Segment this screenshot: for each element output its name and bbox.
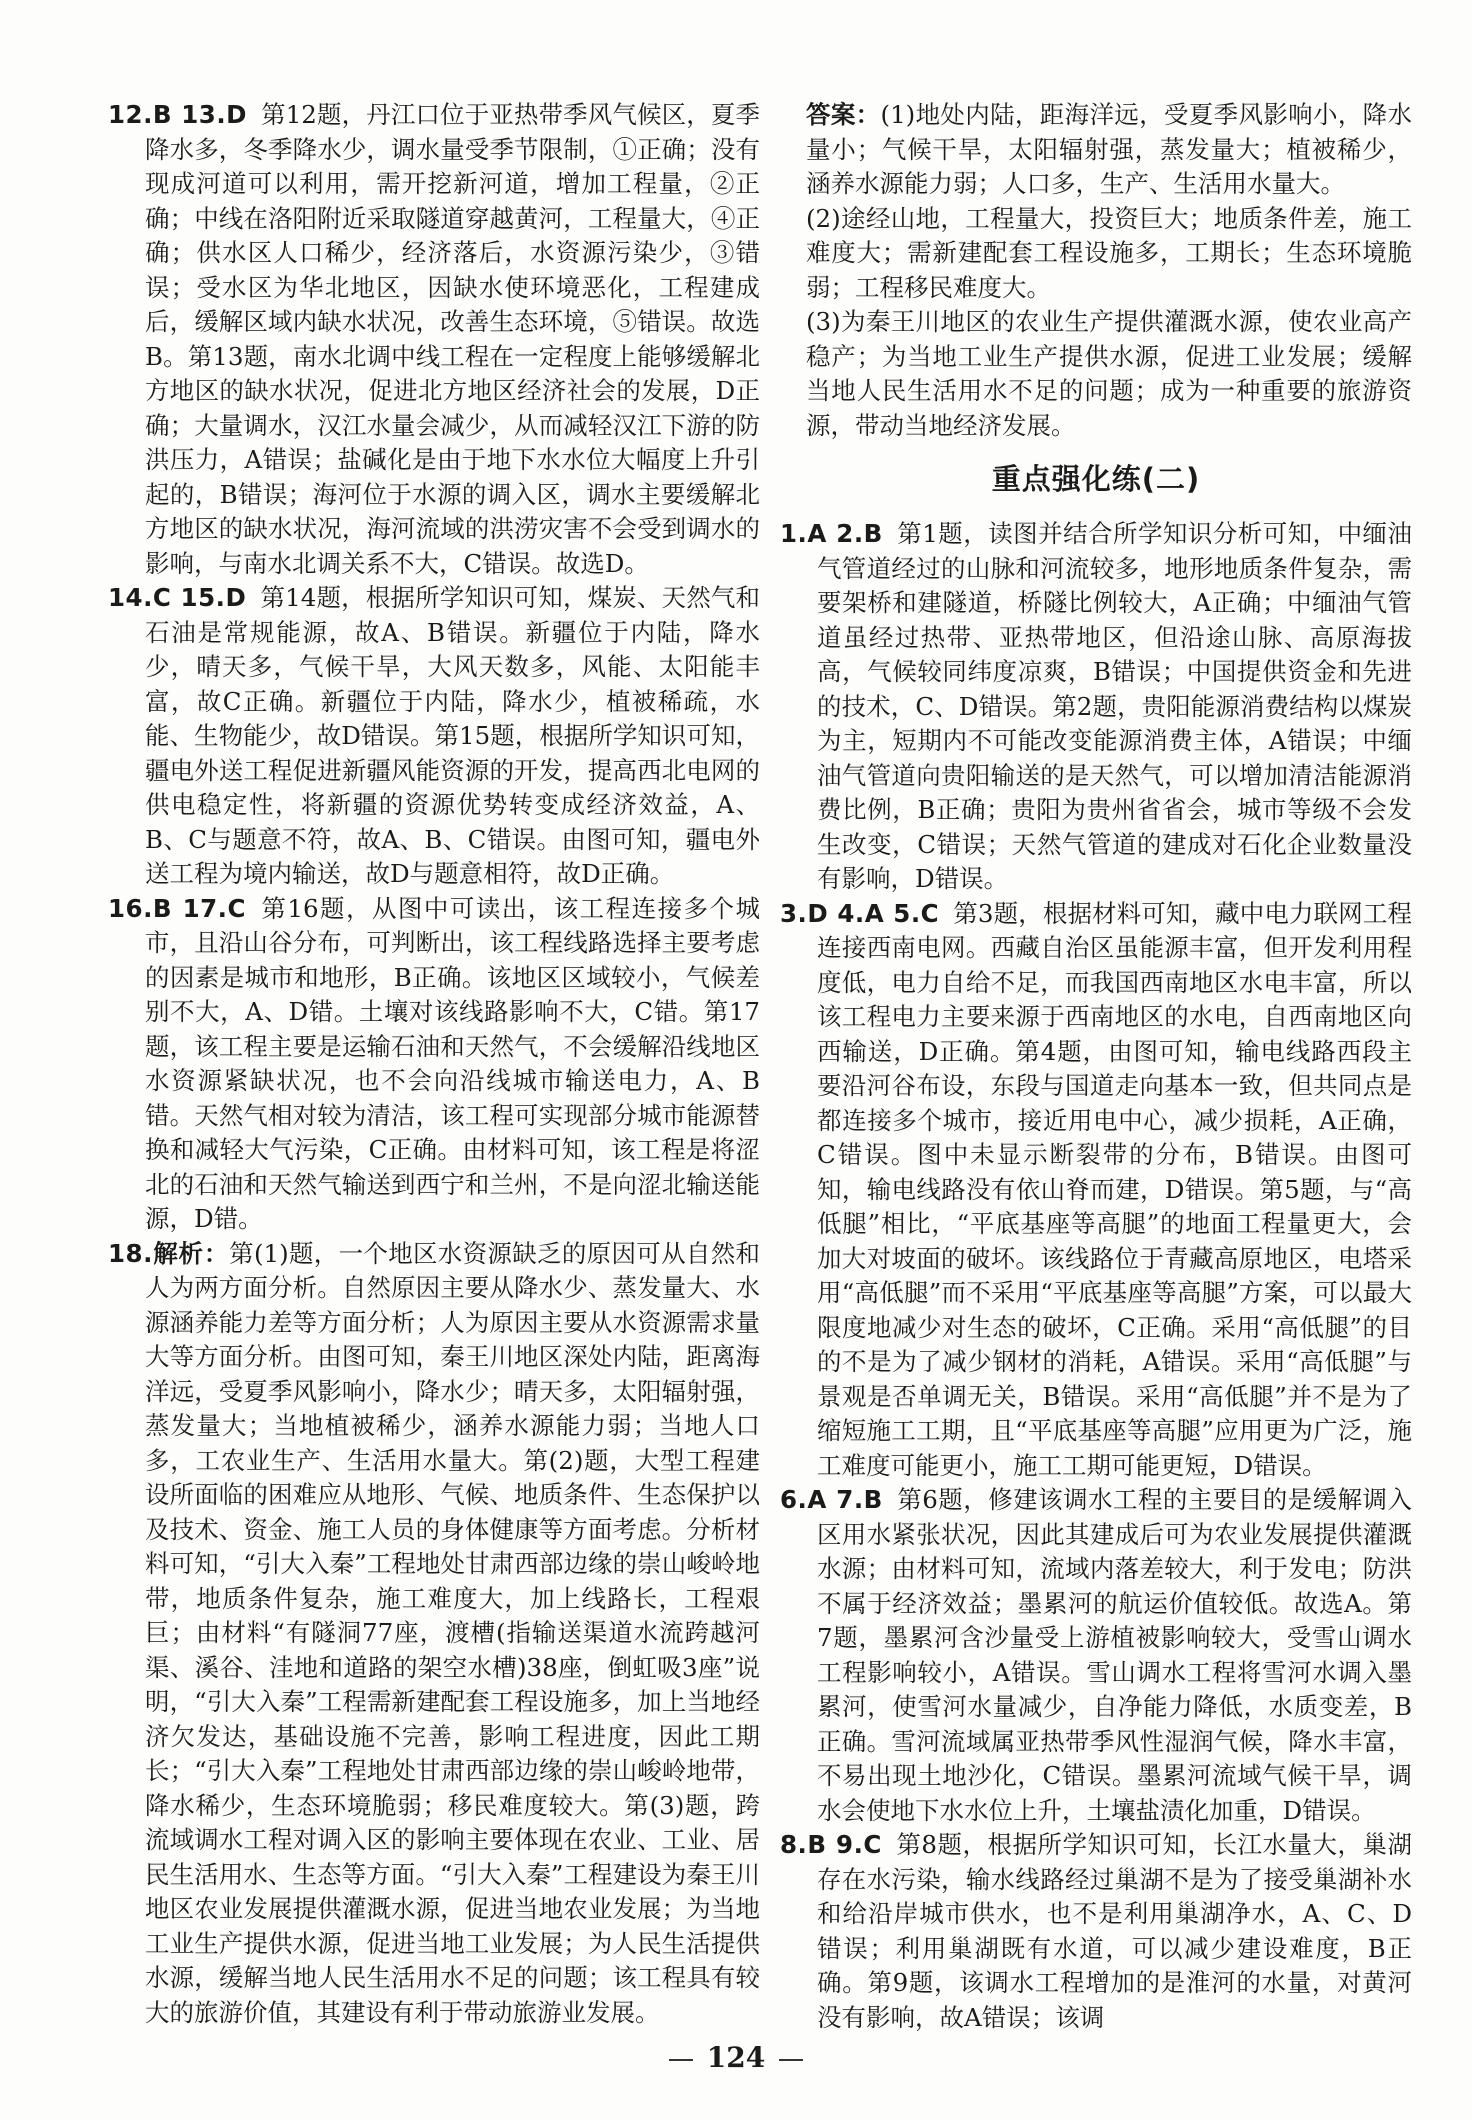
answer-block xyxy=(780,98,1412,443)
right-column xyxy=(780,98,1412,2035)
answer-item xyxy=(780,517,1412,897)
page-number-value: 124 xyxy=(706,2041,766,2074)
section-title: 重点强化练(二) xyxy=(991,462,1201,496)
question-numbers: 8.B 9.C xyxy=(780,1830,882,1859)
answer-item xyxy=(780,1483,1412,1828)
explanation-text: 第6题，修建该调水工程的主要目的是缓解调入区用水紧张状况，因此其建成后可为农业发展提供灌溉水源；由材料可知，流域内落差较大，利于发电；防洪不属于经济效益；墨累河的航运价值较低。故选A。第7题，墨累河含沙量受上游植被影响较大，受雪山调水工程影响较小，A错误。雪山调水工程将雪河水调入墨累河，使雪河水量减少，自净能力降低，水质变差，B正确。雪河流域属亚热带季风性湿润气候，降水丰富，不易出现土地沙化，C错误。墨累河流域气候干旱，调水会使地下水水位上升，土壤盐渍化加重，D错误。 xyxy=(817,1485,1413,1825)
explanation-text: 第1题，读图并结合所学知识分析可知，中缅油气管道经过的山脉和河流较多，地形地质条件复杂，需要架桥和建隧道，桥隧比例较大，A正确；中缅油气管道虽经过热带、亚热带地区，但沿途山脉、高原海拔高，气候较同纬度凉爽，B错误；中国提供资金和先进的技术，C、D错误。第2题，贵阳能源消费结构以煤炭为主，短期内不可能改变能源消费主体，A错误；中缅油气管道向贵阳输送的是天然气，可以增加清洁能源消费比例，B正确；贵阳为贵州省省会，城市等级不会发生改变，C错误；天然气管道的建成对石化企业数量没有影响，D错误。 xyxy=(817,519,1413,893)
explanation-text: 第16题，从图中可读出，该工程连接多个城市，且沿山谷分布，可判断出，该工程线路选择主要考虑的因素是城市和地形，B正确。该地区区域较小，气候差别不大，A、D错。土壤对该线路影响不大，C错。第17题，该工程主要是运输石油和天然气，不会缓解沿线地区水资源紧缺状况，也不会向沿线城市输送电力，A、B错。天然气相对较为清洁，该工程可实现部分城市能源替换和减轻大气污染，C正确。由材料可知，该工程是将涩北的石油和天然气输送到西宁和兰州，不是向涩北输送能源，D错。 xyxy=(145,893,760,1233)
answer-item xyxy=(780,897,1412,1484)
question-numbers: 18.解析： xyxy=(108,1238,230,1268)
answer-item xyxy=(108,1237,760,2031)
question-numbers: 6.A 7.B xyxy=(780,1485,883,1514)
explanation-text: 第(1)题，一个地区水资源缺乏的原因可从自然和人为两方面分析。自然原因主要从降水少、蒸发量大、水源涵养能力差等方面分析；人为原因主要从水资源需求量大等方面分析。由图可知，秦王川地区深处内陆，距离海洋远，受夏季风影响小，降水少；晴天多，太阳辐射强，蒸发量大；当地植被稀少，涵养水源能力弱；当地人口多，工农业生产、生活用水量大。第(2)题，大型工程建设所面临的困难应从地形、气候、地质条件、生态保护以及技术、资金、施工人员的身体健康等方面考虑。分析材料可知，“引大入秦”工程地处甘肃西部边缘的崇山峻岭地带，地质条件复杂，施工难度大，加上线路长，工程艰巨；由材料“有隧洞77座，渡槽(指输送渠道水流跨越河渠、溪谷、洼地和道路的架空水槽)38座，倒虹吸3座”说明，“引大入秦”工程需新建配套工程设施多，加上当地经济欠发达，基础设施不完善，影响工程进度，因此工期长；“引大入秦”工程地处甘肃西部边缘的崇山峻岭地带，降水稀少，生态环境脆弱；移民难度较大。第(3)题，跨流域调水工程对调入区的影响主要体现在农业、工业、居民生活用水、生态等方面。“引大入秦”工程建设为秦王川地区农业发展提供灌溉水源，促进当地农业发展；为当地工业生产提供水源，促进当地工业发展；为人民生活提供水源，缓解当地人民生活用水不足的问题；该工程具有较大的旅游价值，其建设有利于带动旅游业发展。 xyxy=(145,1238,761,2027)
explanation-text: 第12题，丹江口位于亚热带季风气候区，夏季降水多，冬季降水少，调水量受季节限制，①正确；没有现成河道可以利用，需开挖新河道，增加工程量，②正确；中线在洛阳附近采取隧道穿越黄河，工程量大，④正确；供水区人口稀少，经济落后，水资源污染少，③错误；受水区为华北地区，因缺水使环境恶化，工程建成后，缓解区域内缺水状况，改善生态环境，⑤错误。故选B。第13题，南水北调中线工程在一定程度上能够缓解北方地区的缺水状况，促进北方地区经济社会的发展，D正确；大量调水，汉江水量会减少，从而减轻汉江下游的防洪压力，A错误；盐碱化是由于地下水水位大幅度上升引起的，B错误；海河位于水源的调入区，调水主要缓解北方地区的缺水状况，海河流域的洪涝灾害不会受到调水的影响，与南水北调关系不大，C错误。故选D。 xyxy=(145,100,760,578)
answer-text: (3)为秦王川地区的农业生产提供灌溉水源，使农业高产稳产；为当地工业生产提供水源，促进工业发展；缓解当地人民生活用水不足的问题；成为一种重要的旅游资源，带动当地经济发展。 xyxy=(806,307,1412,440)
answer-item xyxy=(108,98,760,581)
answer-text: (2)途经山地，工程量大，投资巨大；地质条件差，施工难度大；需新建配套工程设施多，工期长；生态环境脆弱；工程移民难度大。 xyxy=(806,203,1412,302)
question-numbers: 3.D 4.A 5.C xyxy=(780,898,940,928)
question-numbers: 12.B 13.D xyxy=(108,100,247,129)
question-numbers: 14.C 15.D xyxy=(108,583,247,612)
answer-paragraph xyxy=(780,202,1412,306)
answer-text: (1)地处内陆，距海洋远，受夏季风影响小，降水量小；气候干旱，太阳辐射强，蒸发量大；植被稀少，涵养水源能力弱；人口多，生产、生活用水量大。 xyxy=(806,100,1413,198)
page-number-dash-right xyxy=(779,2059,803,2061)
answer-paragraph xyxy=(780,305,1412,443)
page-number xyxy=(0,2040,1472,2076)
answer-label: 答案： xyxy=(806,100,881,129)
answer-item xyxy=(108,892,760,1237)
answer-paragraph xyxy=(780,98,1412,202)
explanation-text: 第3题，根据材料可知，藏中电力联网工程连接西南电网。西藏自治区虽能源丰富，但开发利用程度低，电力自给不足，而我国西南地区水电丰富，所以该工程电力主要来源于西南地区的水电，自西南地区向西输送，D正确。第4题，由图可知，输电线路西段主要沿河谷布设，东段与国道走向基本一致，但共同点是都连接多个城市，接近用电中心，减少损耗，A正确，C错误。图中未显示断裂带的分布，B错误。由图可知，输电线路没有依山脊而建，D错误。第5题，与“高低腿”相比，“平底基座等高腿”的地面工程量更大，会加大对坡面的破坏。该线路位于青藏高原地区，电塔采用“高低腿”而不采用“平底基座等高腿”方案，可以最大限度地减少对生态的破坏，C正确。采用“高低腿”的目的不是为了减少钢材的消耗，A错误。采用“高低腿”与景观是否单调无关，B错误。采用“高低腿”并不是为了缩短施工工期，且“平底基座等高腿”应用更为广泛，施工难度可能更小，施工工期可能更短，D错误。 xyxy=(817,898,1412,1480)
answer-item xyxy=(108,581,760,892)
answer-item xyxy=(780,1828,1412,2035)
question-numbers: 1.A 2.B xyxy=(780,519,883,548)
question-numbers: 16.B 17.C xyxy=(108,893,246,923)
left-column xyxy=(108,98,760,2030)
explanation-text: 第14题，根据所学知识可知，煤炭、天然气和石油是常规能源，故A、B错误。新疆位于内陆，降水少，晴天多，气候干旱，大风天数多，风能、太阳能丰富，故C正确。新疆位于内陆，降水少，植被稀疏，水能、生物能少，故D错误。第15题，根据所学知识可知，疆电外送工程促进新疆风能资源的开发，提高西北电网的供电稳定性，将新疆的资源优势转变成经济效益，A、B、C与题意不符，故A、B、C错误。由图可知，疆电外送工程为境内输送，故D与题意相符，故D正确。 xyxy=(145,583,760,888)
page-number-dash-left xyxy=(669,2059,693,2061)
explanation-text: 第8题，根据所学知识可知，长江水量大，巢湖存在水污染，输水线路经过巢湖不是为了接受巢湖补水和给沿岸城市供水，也不是利用巢湖净水，A、C、D错误；利用巢湖既有水道，可以减少建设难度，B正确。第9题，该调水工程增加的是淮河的水量，对黄河没有影响，故A错误；该调 xyxy=(817,1830,1412,2032)
